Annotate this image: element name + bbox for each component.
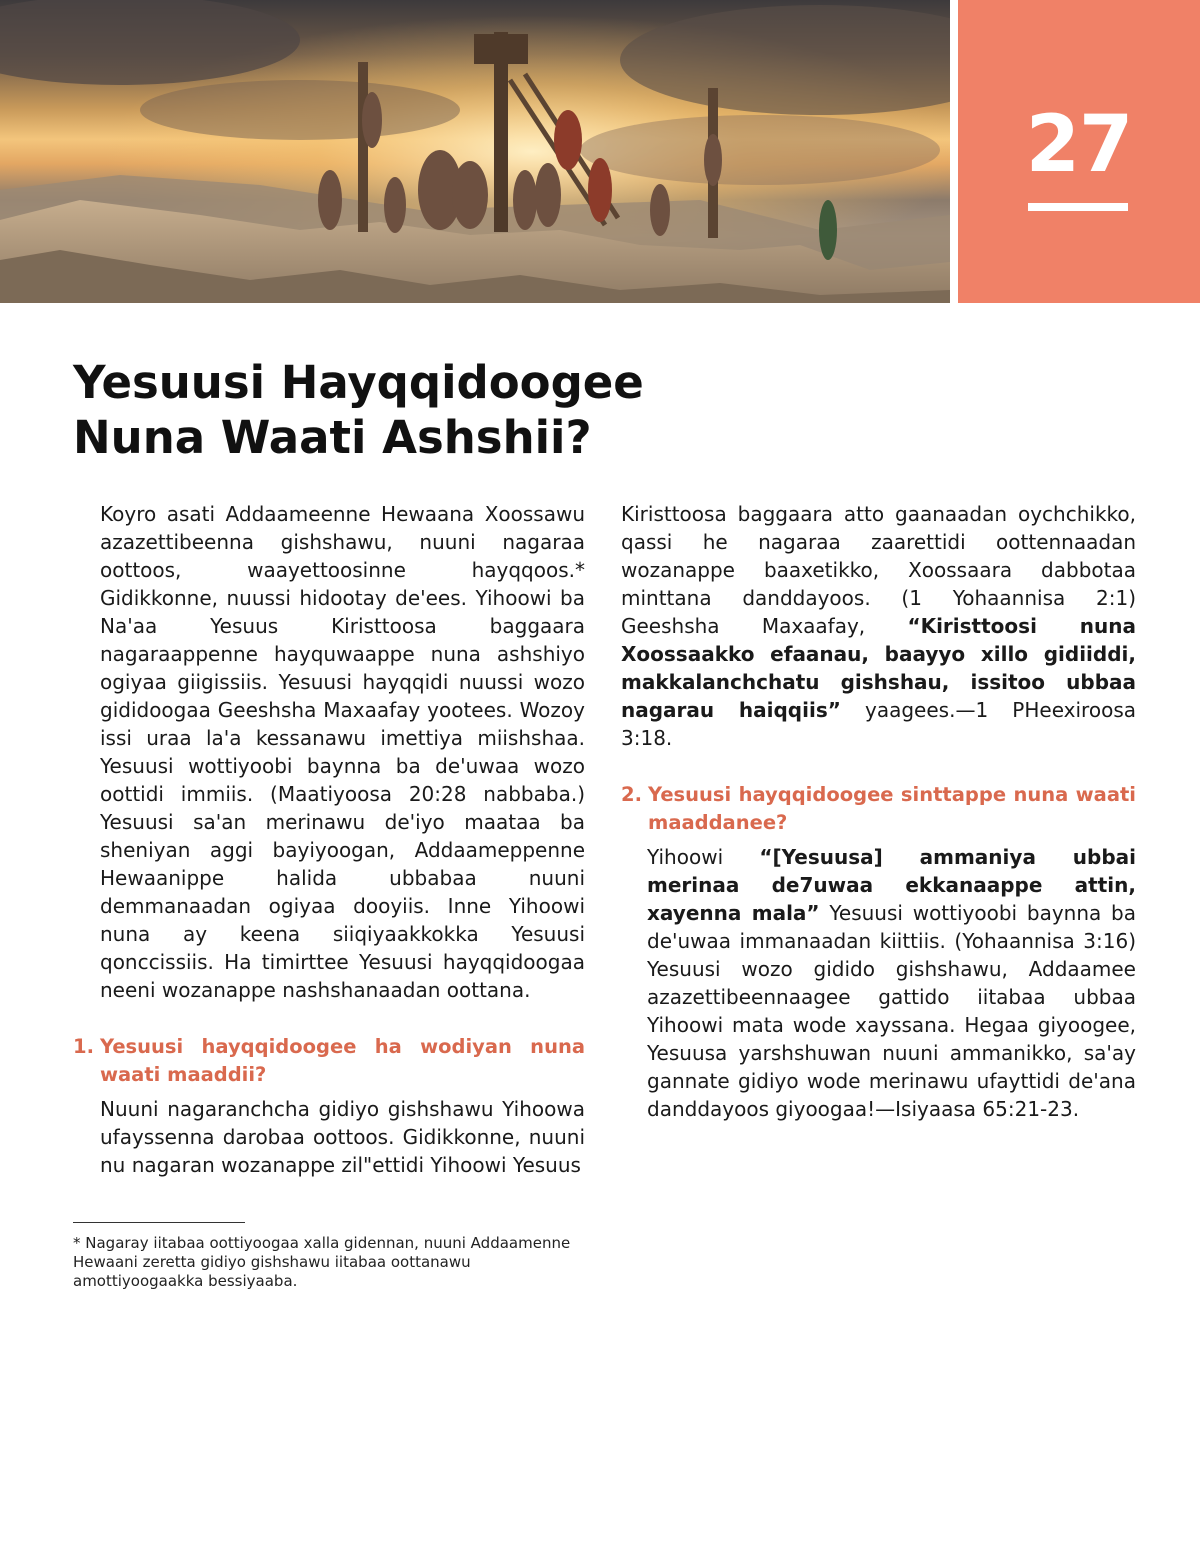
answer-1-reference: yaagees.—1 PHeexiroosa 3:18. [621, 698, 1136, 750]
lesson-title-line2: Nuna Waati Ashshii? [73, 411, 592, 464]
answer-1-part-a: Nuuni nagaranchcha gidiyo gishshawu Yihoowa ufayssenna darobaa oottoos. Gidikkonne, nuuni nu nagaran wozanappe zil"ettidi Yihoowi Yesuus [100, 1097, 585, 1177]
chapter-underline [1028, 203, 1128, 211]
crucifixion-scene-art [0, 0, 950, 303]
question-2-text: Yesuusi hayqqidoogee sinttappe nuna waati maaddanee? [648, 783, 1136, 834]
answer-2-quote: “[Yesuusa] ammaniya ubbai merinaa de7uwaa ekkanaappe attin, xayenna mala” [647, 845, 1137, 925]
footnote: * Nagaray iitabaa oottiyoogaa xalla gidennan, nuuni Addaamenne Hewaani zeretta gidiyo gishshawu iitabaa oottanawu amottiyoogaakka bessiyaaba. [73, 1234, 571, 1290]
chapter-number-box [958, 0, 1200, 303]
lesson-title [73, 355, 773, 465]
crucifixion-illustration [0, 0, 950, 303]
footnote-divider [73, 1222, 245, 1223]
answer-2-start: Yihoowi [647, 845, 760, 869]
left-column [73, 500, 585, 1179]
right-column [621, 500, 1136, 1123]
answer-2-rest: Yesuusi wottiyoobi baynna ba de'uwaa immanaadan kiittiis. (Yohaannisa 3:16) Yesuusi wozo gidido gishshawu, Addaamee azazettibeennaagee gattido iitabaa ubbaa Yihoowi mata wode xayssana. Hegaa giyoogee, Yesuusa yarshshuwan nuuni ammanikko, sa'ay gannate gidiyo wode merinawu ufayttidi de'ana danddayoos giyoogaa!—Isiyaasa 65:21-23. [647, 901, 1136, 1121]
question-1-text: Yesuusi hayqqidoogee ha wodiyan nuna waati maaddii? [100, 1035, 585, 1086]
question-1-number: 1. [73, 1035, 94, 1058]
answer-2 [621, 843, 1136, 1123]
answer-1-quote: “Kiristtoosi nuna Xoossaakko efaanau, baayyo xillo gidiiddi, makkalanchchatu gishshau, issitoo ubbaa nagarau haiqqiis” [621, 614, 1136, 722]
intro-paragraph: Koyro asati Addaameenne Hewaana Xoossawu azazettibeenna gishshawu, nuuni nagaraa oottoos, waayettoosinne hayqqoos.* Gidikkonne, nuussi hidootay de'ees. Yihoowi ba Na'aa Yesuus Kiristtoosa baggaara nagaraappenne hayquwaappe nuna ashshiyo ogiyaa giigissiis. Yesuusi hayqqidi nuussi wozo gididoogaa Geeshsha Maxaafay yootees. Wozoy issi uraa la'a kessanawu imettiya miishshaa. Yesuusi wottiyoobi baynna ba de'uwaa wozo oottidi immiis. (Maatiyoosa 20:28 nabbaba.) Yesuusi sa'an merinawu de'iyo maataa ba sheniyan aggi bayiyoogan, Addaameppenne Hewaanippe halida ubbabaa nuuni demmanaadan ogiyaa dooyiis. Inne Yihoowi nuna ay keena siiqiyaakkokka Yesuusi qonccissiis. Ha timirttee Yesuusi hayqqidoogaa neeni wozanappe nashshanaadan oottana. [100, 502, 585, 1002]
chapter-number: 27 [1025, 100, 1133, 190]
question-2 [621, 781, 1136, 837]
question-1 [73, 1033, 585, 1089]
lesson-title-line1: Yesuusi Hayqqidoogee [73, 356, 644, 409]
question-2-number: 2. [621, 783, 642, 806]
answer-1-part-b: Kiristtoosa baggaara atto gaanaadan oychchikko, qassi he nagaraa zaarettidi oottennaadan wozanappe baaxetikko, Xoossaara dabbotaa minttana danddayoos. (1 Yohaannisa 2:1) Geeshsha Maxaafay, “Kiristtoosi nuna Xoossaakko efaanau, baayyo xillo gidiiddi, makkalanchchatu gishshau, issitoo ubbaa nagarau haiqqiis” yaagees.—1 PHeexiroosa 3:18. [621, 502, 1136, 750]
